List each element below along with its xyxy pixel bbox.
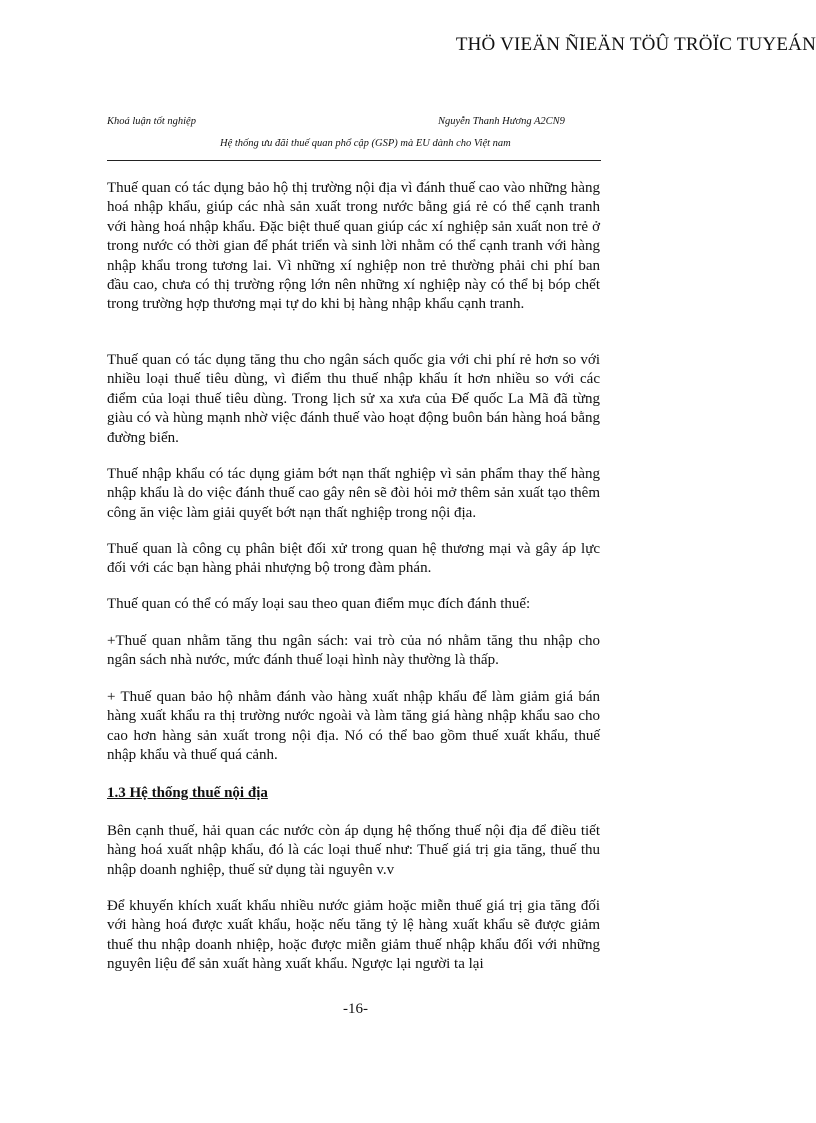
paragraph-revenue: Thuế quan có tác dụng tăng thu cho ngân sách quốc gia với chi phí rẻ hơn so với nhiều loại thuế tiêu dùng, vì điểm thu thuế nhập khẩu ít hơn nhiều so với các điểm của loại thuế tiêu dùng. Trong lịch sử xa xưa của Đế quốc La Mã đã từng giàu có và hùng mạnh nhờ việc đánh thuế vào hoạt động buôn bán hàng hoá bằng đường biển. — [107, 352, 600, 446]
paragraph-protection: Thuế quan có tác dụng bảo hộ thị trường nội địa vì đánh thuế cao vào những hàng hoá nhập khẩu, giúp các nhà sản xuất trong nước bằng giá rẻ có thể cạnh tranh với hàng hoá nhập khẩu. Đặc biệt thuế quan giúp các xí nghiệp sản xuất non trẻ ở trong nước có thời gian để phát triển và sinh lời nhằm có thể cạnh tranh với hàng nhập khẩu trong tương lai. Vì những xí nghiệp non trẻ thường phải chi phí ban đầu cao, chưa có thị trường rộng lớn nên những xí nghiệp này có thể bị bóp chết trong trường hợp thương mại tự do khi bị hàng nhập khẩu cạnh tranh. — [107, 180, 600, 313]
paragraph-types-intro: Thuế quan có thể có mấy loại sau theo quan điểm mục đích đánh thuế: — [107, 596, 531, 612]
library-banner: THÖ VIEÄN ÑIEÄN TÖÛ TRÖÏC TUYEÁN — [455, 34, 816, 55]
section-heading: 1.3 Hệ thống thuế nội địa — [107, 785, 268, 801]
header-thesis-label: Khoá luận tốt nghiệp — [107, 116, 196, 127]
header-subtitle: Hệ thống ưu đãi thuế quan phổ cập (GSP) mà EU dành cho Việt nam — [220, 138, 511, 149]
header-author: Nguyễn Thanh Hương A2CN9 — [438, 116, 565, 127]
paragraph-unemployment: Thuế nhập khẩu có tác dụng giảm bớt nạn thất nghiệp vì sản phẩm thay thế hàng nhập khẩu là do việc đánh thuế cao gây nên sẽ đòi hỏi mở thêm sản xuất tạo thêm công ăn việc làm giải quyết bớt nạn thất nghiệp trong nội địa. — [107, 466, 600, 521]
paragraph-export-incentive: Để khuyến khích xuất khẩu nhiều nước giảm hoặc miễn thuế giá trị gia tăng đối với hàng hoá được xuất khẩu, hoặc nếu tăng tỷ lệ hàng xuất khẩu sẽ được giảm thuế thu nhập doanh nhiệp, hoặc được miễn giảm thuế nhập khẩu đối với những nguyên liệu để sản xuất hàng xuất khẩu. Ngược lại người ta lại — [107, 898, 600, 973]
paragraph-budget-tariff: +Thuế quan nhằm tăng thu ngân sách: vai trò của nó nhằm tăng thu nhập cho ngân sách nhà nước, mức đánh thuế loại hình này thường là thấp. — [107, 633, 600, 669]
page-number: -16- — [343, 1001, 368, 1017]
paragraph-discrimination: Thuế quan là công cụ phân biệt đối xử trong quan hệ thương mại và gây áp lực đối với các bạn hàng phải nhượng bộ trong đàm phán. — [107, 541, 600, 577]
paragraph-domestic-tax: Bên cạnh thuế, hải quan các nước còn áp dụng hệ thống thuế nội địa để điều tiết hàng hoá xuất nhập khẩu, đó là các loại thuế như: Thuế giá trị gia tăng, thuế thu nhập doanh nghiệp, thuế sử dụng tài nguyên v.v — [107, 823, 600, 878]
paragraph-protective-tariff: + Thuế quan bảo hộ nhằm đánh vào hàng xuất nhập khẩu để làm giảm giá bán hàng xuất khẩu ra thị trường nước ngoài và làm tăng giá hàng nhập khẩu sao cho cao hơn hàng sản xuất trong nội địa. Nó có thể bao gồm thuế xuất khẩu, thuế nhập khẩu và thuế quá cảnh. — [107, 689, 600, 764]
header-divider — [107, 160, 601, 161]
